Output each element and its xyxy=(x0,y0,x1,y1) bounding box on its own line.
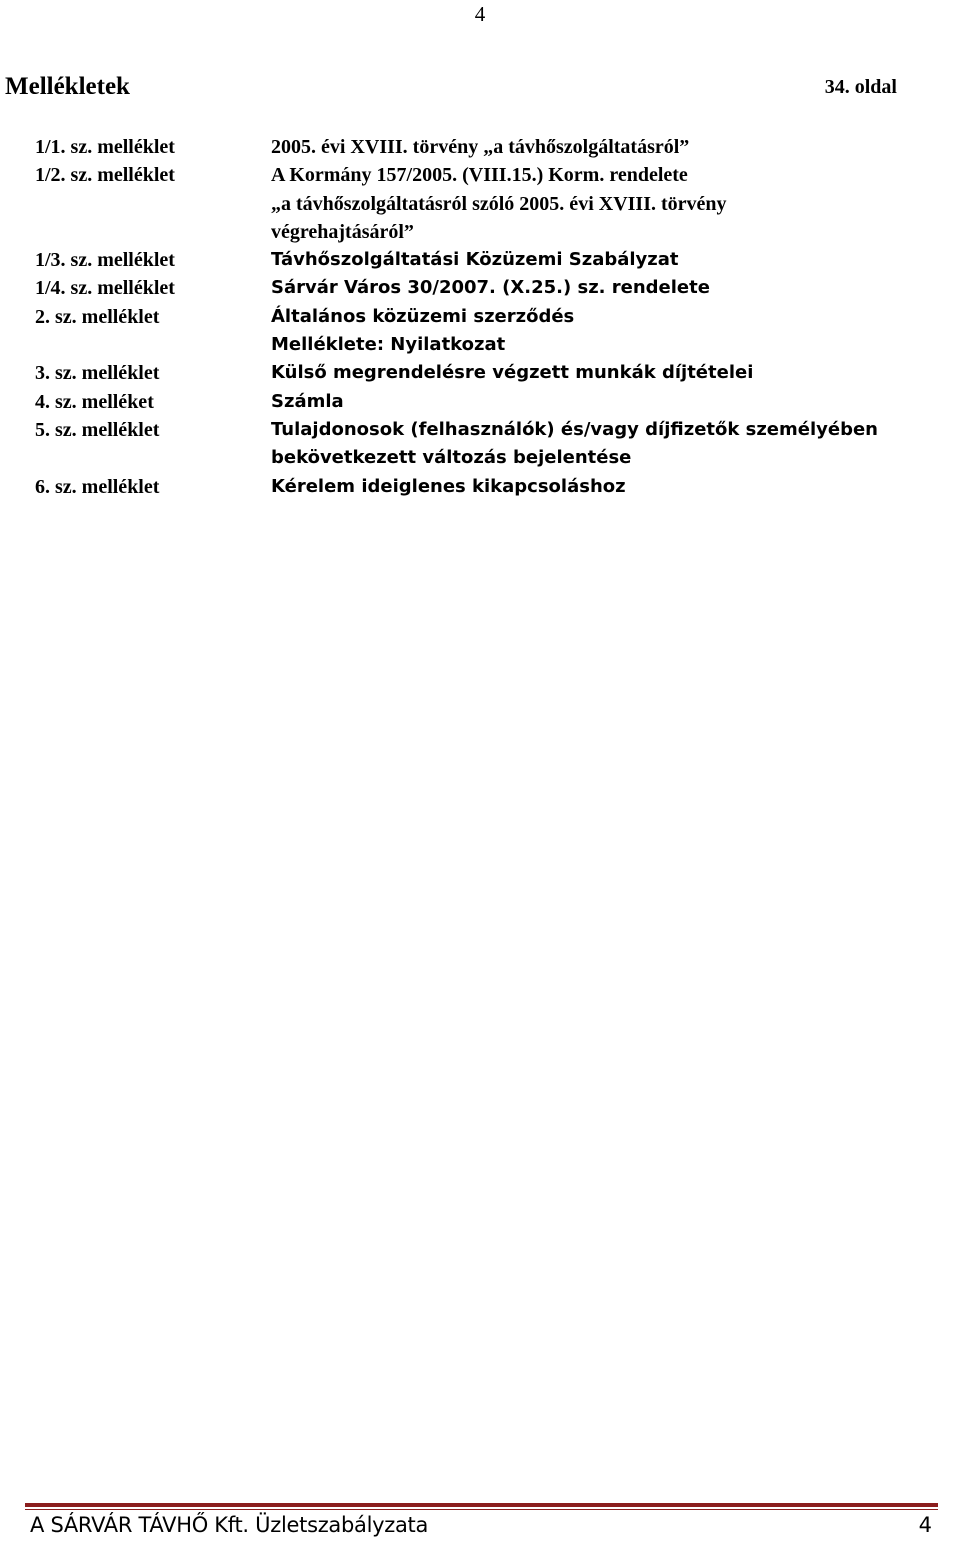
annex-description: Külső megrendelésre végzett munkák díjtételei xyxy=(271,362,754,384)
annex-entry xyxy=(35,473,940,501)
annex-entry xyxy=(35,133,940,161)
annex-entry xyxy=(35,274,940,302)
annex-number: 5. sz. melléklet xyxy=(35,418,160,441)
annex-list xyxy=(35,133,940,501)
annex-entry xyxy=(35,416,940,473)
annex-description: Számla xyxy=(271,390,344,412)
annex-number: 1/4. sz. melléklet xyxy=(35,277,175,300)
footer-page-number: 4 xyxy=(918,1513,932,1537)
footer-title: A SÁRVÁR TÁVHŐ Kft. Üzletszabályzata xyxy=(30,1513,429,1537)
annex-number: 2. sz. melléklet xyxy=(35,305,160,328)
annex-description: A Kormány 157/2005. (VIII.15.) Korm. rendelete „a távhőszolgáltatásról szóló 2005. évi XVIII. törvény végrehajtásáról” xyxy=(271,164,727,243)
annex-number: 1/2. sz. melléklet xyxy=(35,164,175,187)
annex-entry xyxy=(35,388,940,416)
header-page-number: 4 xyxy=(474,2,486,26)
annex-description: Kérelem ideiglenes kikapcsoláshoz xyxy=(271,475,626,497)
annex-description: Általános közüzemi szerződés Melléklete: Nyilatkozat xyxy=(271,305,575,356)
annex-description: Tulajdonosok (felhasználók) és/vagy díjfizetők személyében bekövetkezett változás bejelentése xyxy=(271,418,878,469)
annex-number: 1/1. sz. melléklet xyxy=(35,136,175,158)
annex-entry xyxy=(35,359,940,387)
annex-number: 3. sz. melléklet xyxy=(35,362,160,385)
annex-description: Távhőszolgáltatási Közüzemi Szabályzat xyxy=(271,249,679,271)
annex-number: 4. sz. melléket xyxy=(35,390,154,413)
annex-entry xyxy=(35,303,940,360)
annex-number: 1/3. sz. melléklet xyxy=(35,249,175,272)
annex-description: Sárvár Város 30/2007. (X.25.) sz. rendelete xyxy=(271,277,710,299)
page-reference: 34. oldal xyxy=(824,76,897,98)
page-title: Mellékletek xyxy=(5,73,130,100)
annex-description: 2005. évi XVIII. törvény „a távhőszolgáltatásról” xyxy=(271,136,690,158)
footer-divider xyxy=(25,1503,938,1507)
annex-entry xyxy=(35,161,940,246)
annex-entry xyxy=(35,246,940,274)
annex-number: 6. sz. melléklet xyxy=(35,475,160,498)
